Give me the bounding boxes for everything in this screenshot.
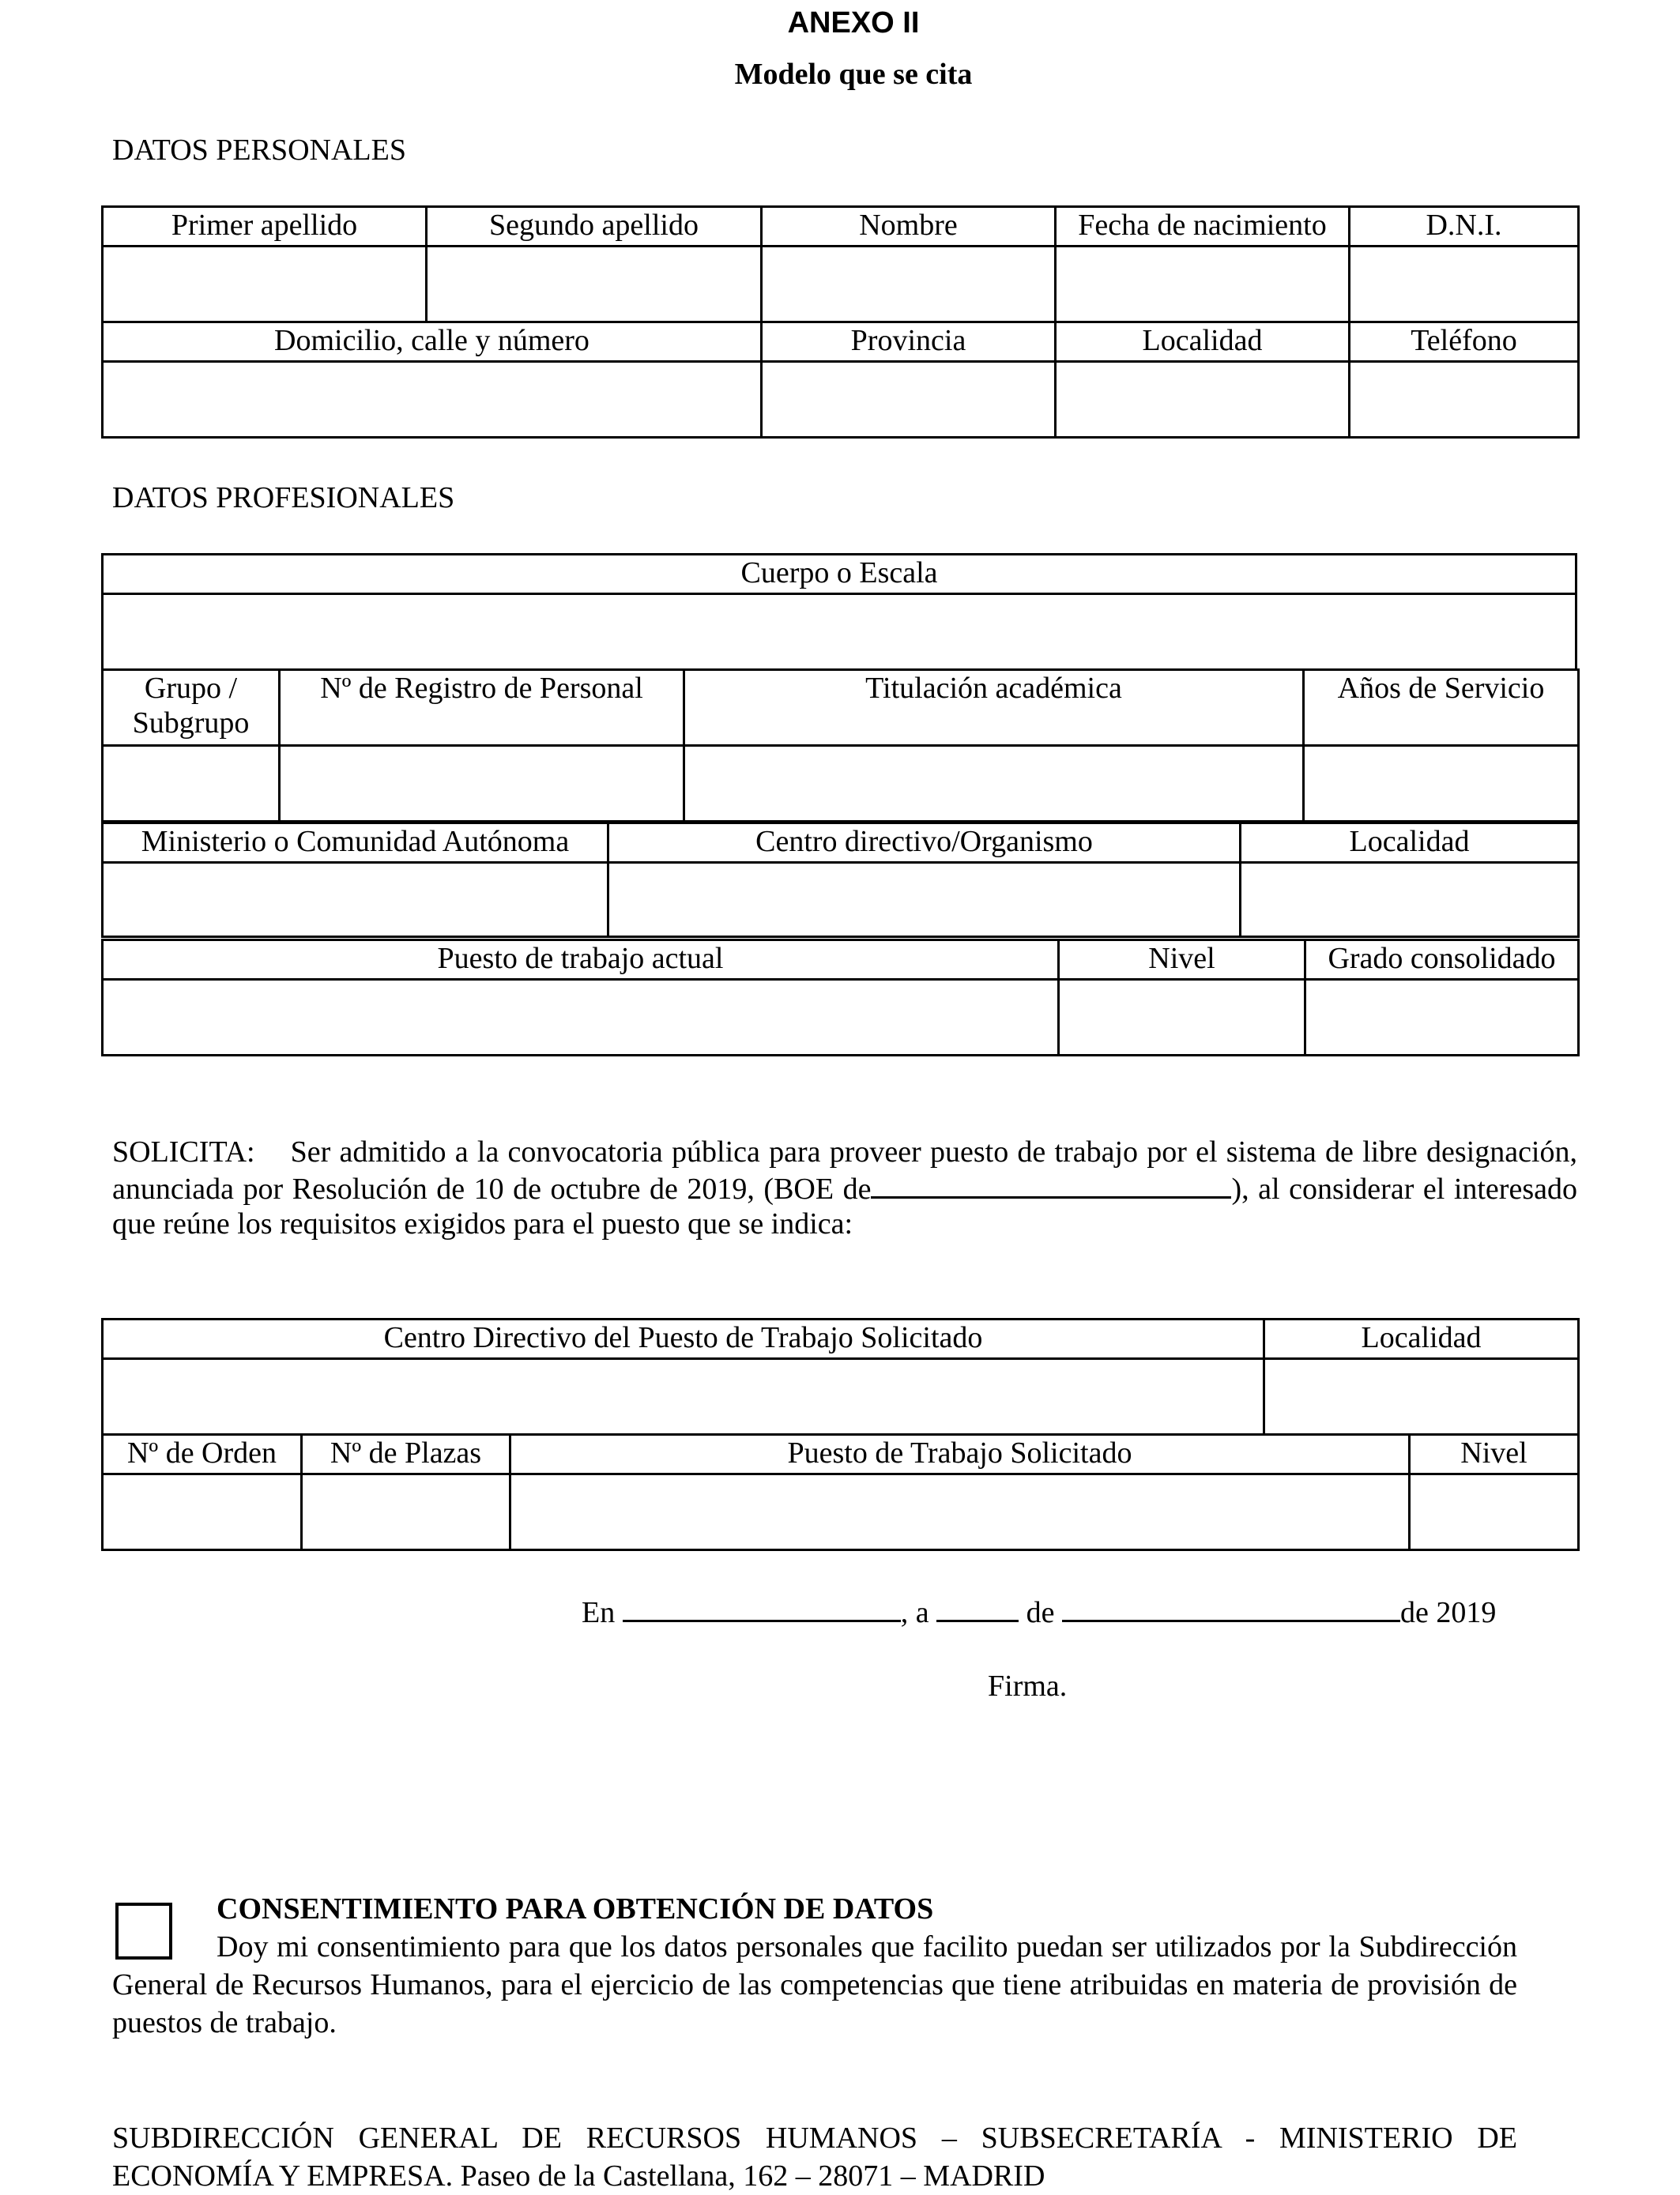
label-grado-consolidado: Grado consolidado (1305, 940, 1579, 980)
label-domicilio: Domicilio, calle y número (103, 322, 762, 362)
field-puesto-solicitado[interactable] (510, 1474, 1410, 1550)
ministerio-table (101, 822, 1580, 938)
day-line[interactable] (936, 1593, 1019, 1622)
footer-address: SUBDIRECCIÓN GENERAL DE RECURSOS HUMANOS – SUBSECRETARÍA - MINISTERIO DE ECONOMÍA Y EMPRESA. Paseo de la Castellana, 162 – 28071 – MADRID (112, 2122, 1517, 2193)
place-line[interactable] (623, 1593, 901, 1622)
field-ministerio[interactable] (103, 863, 608, 937)
field-localidad-profesional[interactable] (1241, 863, 1579, 937)
label-dni: D.N.I. (1350, 207, 1579, 247)
label-ministerio: Ministerio o Comunidad Autónoma (103, 823, 608, 863)
signature-en: En (582, 1596, 616, 1629)
field-titulacion[interactable] (684, 746, 1304, 822)
label-centro-solicitado: Centro Directivo del Puesto de Trabajo Solicitado (103, 1320, 1264, 1359)
field-puesto-actual[interactable] (103, 980, 1059, 1056)
label-nivel-actual: Nivel (1059, 940, 1305, 980)
label-localidad: Localidad (1056, 322, 1350, 362)
field-primer-apellido[interactable] (103, 247, 427, 322)
signature-a: , a (900, 1596, 929, 1629)
label-cuerpo-escala: Cuerpo o Escala (103, 555, 1576, 594)
field-centro-directivo[interactable] (608, 863, 1241, 937)
field-numero-orden[interactable] (103, 1474, 302, 1550)
centro-solicitado-table (101, 1318, 1580, 1436)
label-numero-orden: Nº de Orden (103, 1435, 302, 1474)
label-nombre: Nombre (762, 207, 1056, 247)
field-anos-servicio[interactable] (1304, 746, 1579, 822)
month-line[interactable] (1062, 1593, 1400, 1622)
puesto-actual-table (101, 939, 1580, 1056)
field-dni[interactable] (1350, 247, 1579, 322)
field-cuerpo-escala[interactable] (103, 594, 1576, 670)
label-centro-directivo: Centro directivo/Organismo (608, 823, 1241, 863)
label-provincia: Provincia (762, 322, 1056, 362)
boe-date-line[interactable] (871, 1169, 1231, 1199)
label-segundo-apellido: Segundo apellido (427, 207, 762, 247)
personal-fields-row (103, 247, 1579, 322)
label-primer-apellido: Primer apellido (103, 207, 427, 247)
annex-subtitle: Modelo que se cita (734, 58, 973, 91)
signature-year: de 2019 (1399, 1596, 1497, 1629)
field-localidad[interactable] (1056, 362, 1350, 438)
address-labels-row (103, 322, 1579, 362)
solicita-lead: SOLICITA: (112, 1135, 255, 1169)
field-nombre[interactable] (762, 247, 1056, 322)
field-nivel-actual[interactable] (1059, 980, 1305, 1056)
field-telefono[interactable] (1350, 362, 1579, 438)
label-localidad-profesional: Localidad (1241, 823, 1579, 863)
field-fecha-nacimiento[interactable] (1056, 247, 1350, 322)
field-registro-personal[interactable] (280, 746, 684, 822)
label-telefono: Teléfono (1350, 322, 1579, 362)
label-nivel-solicitado: Nivel (1410, 1435, 1579, 1474)
label-puesto-actual: Puesto de trabajo actual (103, 940, 1059, 980)
field-numero-plazas[interactable] (302, 1474, 510, 1550)
cuerpo-table (101, 553, 1577, 671)
label-localidad-solicitada: Localidad (1264, 1320, 1579, 1359)
firma-label: Firma. (988, 1670, 1068, 1703)
field-provincia[interactable] (762, 362, 1056, 438)
address-fields-row (103, 362, 1579, 438)
label-fecha-nacimiento: Fecha de nacimiento (1056, 207, 1350, 247)
solicita-paragraph (112, 1135, 1577, 1241)
field-centro-solicitado[interactable] (103, 1359, 1264, 1435)
personal-data-table (101, 205, 1580, 439)
field-grado-consolidado[interactable] (1305, 980, 1579, 1056)
section-title-personal: DATOS PERSONALES (112, 134, 406, 167)
label-numero-plazas: Nº de Plazas (302, 1435, 510, 1474)
puesto-solicitado-table (101, 1433, 1580, 1551)
signature-de: de (1026, 1596, 1055, 1629)
solicita-text-after: ), al considerar el interesado que reúne los requisitos exigidos para el puesto que se indica: (112, 1173, 1577, 1241)
label-puesto-solicitado: Puesto de Trabajo Solicitado (510, 1435, 1410, 1474)
field-domicilio[interactable] (103, 362, 762, 438)
label-grupo-subgrupo: Grupo / Subgrupo (103, 670, 280, 746)
label-registro-personal: Nº de Registro de Personal (280, 670, 684, 746)
field-nivel-solicitado[interactable] (1410, 1474, 1579, 1550)
consent-text: Doy mi consentimiento para que los datos personales que facilito puedan ser utilizados por la Subdirección General de Recursos Humanos, para el ejercicio de las competencias que tiene atribuidas en materia de provisión de puestos de trabajo. (112, 1930, 1517, 2039)
field-localidad-solicitada[interactable] (1264, 1359, 1579, 1435)
label-anos-servicio: Años de Servicio (1304, 670, 1579, 746)
signature-place-date (582, 1593, 1496, 1630)
grupo-table (101, 668, 1580, 823)
section-title-professional: DATOS PROFESIONALES (112, 481, 455, 514)
field-segundo-apellido[interactable] (427, 247, 762, 322)
label-titulacion: Titulación académica (684, 670, 1304, 746)
consent-title: CONSENTIMIENTO PARA OBTENCIÓN DE DATOS (217, 1892, 934, 1926)
personal-labels-row (103, 207, 1579, 247)
field-grupo-subgrupo[interactable] (103, 746, 280, 822)
solicita-text-before: Ser admitido a la convocatoria pública para proveer puesto de trabajo por el sistema de libre designación, anunciada por Resolución de 10 de octubre de 2019, (BOE de (112, 1135, 1577, 1206)
annex-title: ANEXO II (787, 6, 920, 40)
